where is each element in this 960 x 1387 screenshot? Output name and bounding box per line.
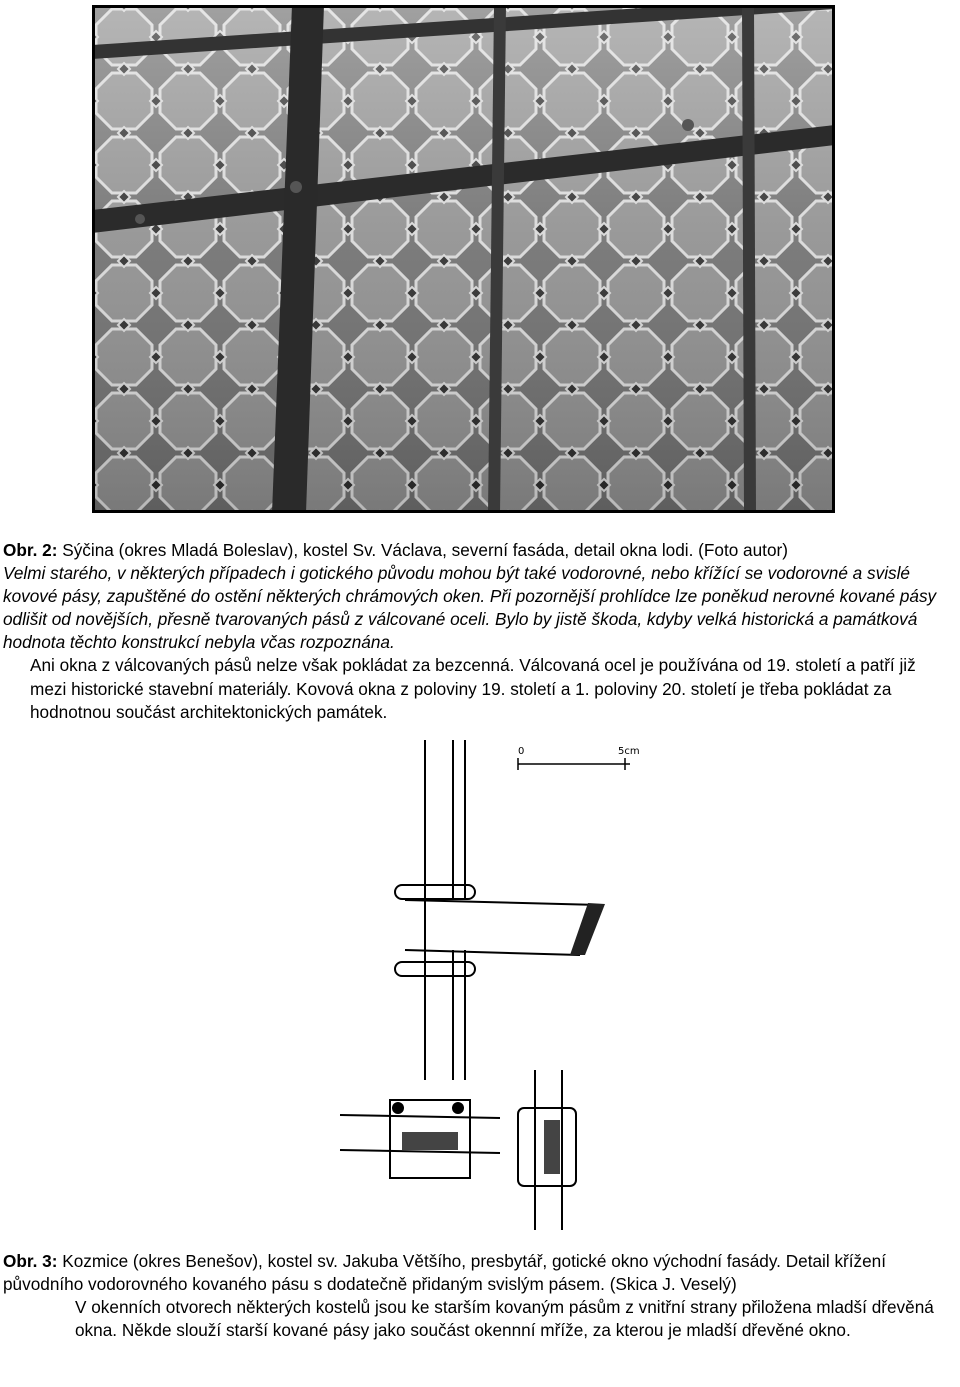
window-photo — [92, 5, 835, 513]
figure2-paragraph-2: Ani okna z válcovaných pásů nelze však pokládat za bezcenná. Válcovaná ocel je používána od 19. století a patří již mezi historické stavební materiály. Kovová okna z poloviny 19. století a 1. poloviny 20. století je třeba pokládat za hodnotnou součást architektonických památek. — [30, 655, 916, 722]
figure2-label: Obr. 2: — [3, 540, 58, 560]
figure2-caption-text: Sýčina (okres Mladá Boleslav), kostel Sv. Václava, severní fasáda, detail okna lodi. (Foto autor) — [57, 540, 788, 560]
sketch-drawing-icon — [300, 740, 640, 1240]
figure3-paragraph: V okenních otvorech některých kostelů jsou ke starším kovaným pásům z vnitřní strany přiložena mladší dřevěná okna. Někde slouží starší kované pásy jako součást okennní mříže, za kterou je mladší dřevěné okno. — [75, 1297, 934, 1341]
figure3-text — [3, 1250, 955, 1342]
figure2-paragraph-1: Velmi starého, v některých případech i gotického původu mohou být také vodorovné, nebo křížící se vodorovné a svislé kovové pásy, zapuštěné do ostění některých chrámových oken. Při pozornější prohlídce lze poněkud nerovné kované pásy odlišit od novějších, přesně tvarovaných pásů z válcované oceli. Bylo by jistě škoda, kdyby velká historická a památková hodnota těchto konstrukcí nebyla včas rozpoznána. — [3, 563, 937, 653]
figure3-label: Obr. 3: — [3, 1251, 58, 1271]
figure2-caption — [3, 539, 955, 562]
figure3-caption — [3, 1250, 955, 1296]
scale-end: 5cm — [618, 746, 640, 757]
bar-crossing-sketch — [300, 740, 640, 1240]
figure2-text — [3, 539, 955, 724]
scale-start: 0 — [518, 746, 525, 757]
figure3-caption-text: Kozmice (okres Benešov), kostel sv. Jakuba Většího, presbytář, gotické okno východní fasády. Detail křížení původního vodorovného kovaného pásu s dodatečně přidaným svislým pásem. (Skica J. Veselý) — [3, 1251, 887, 1295]
leaded-glass-window-photo-icon — [92, 5, 835, 513]
